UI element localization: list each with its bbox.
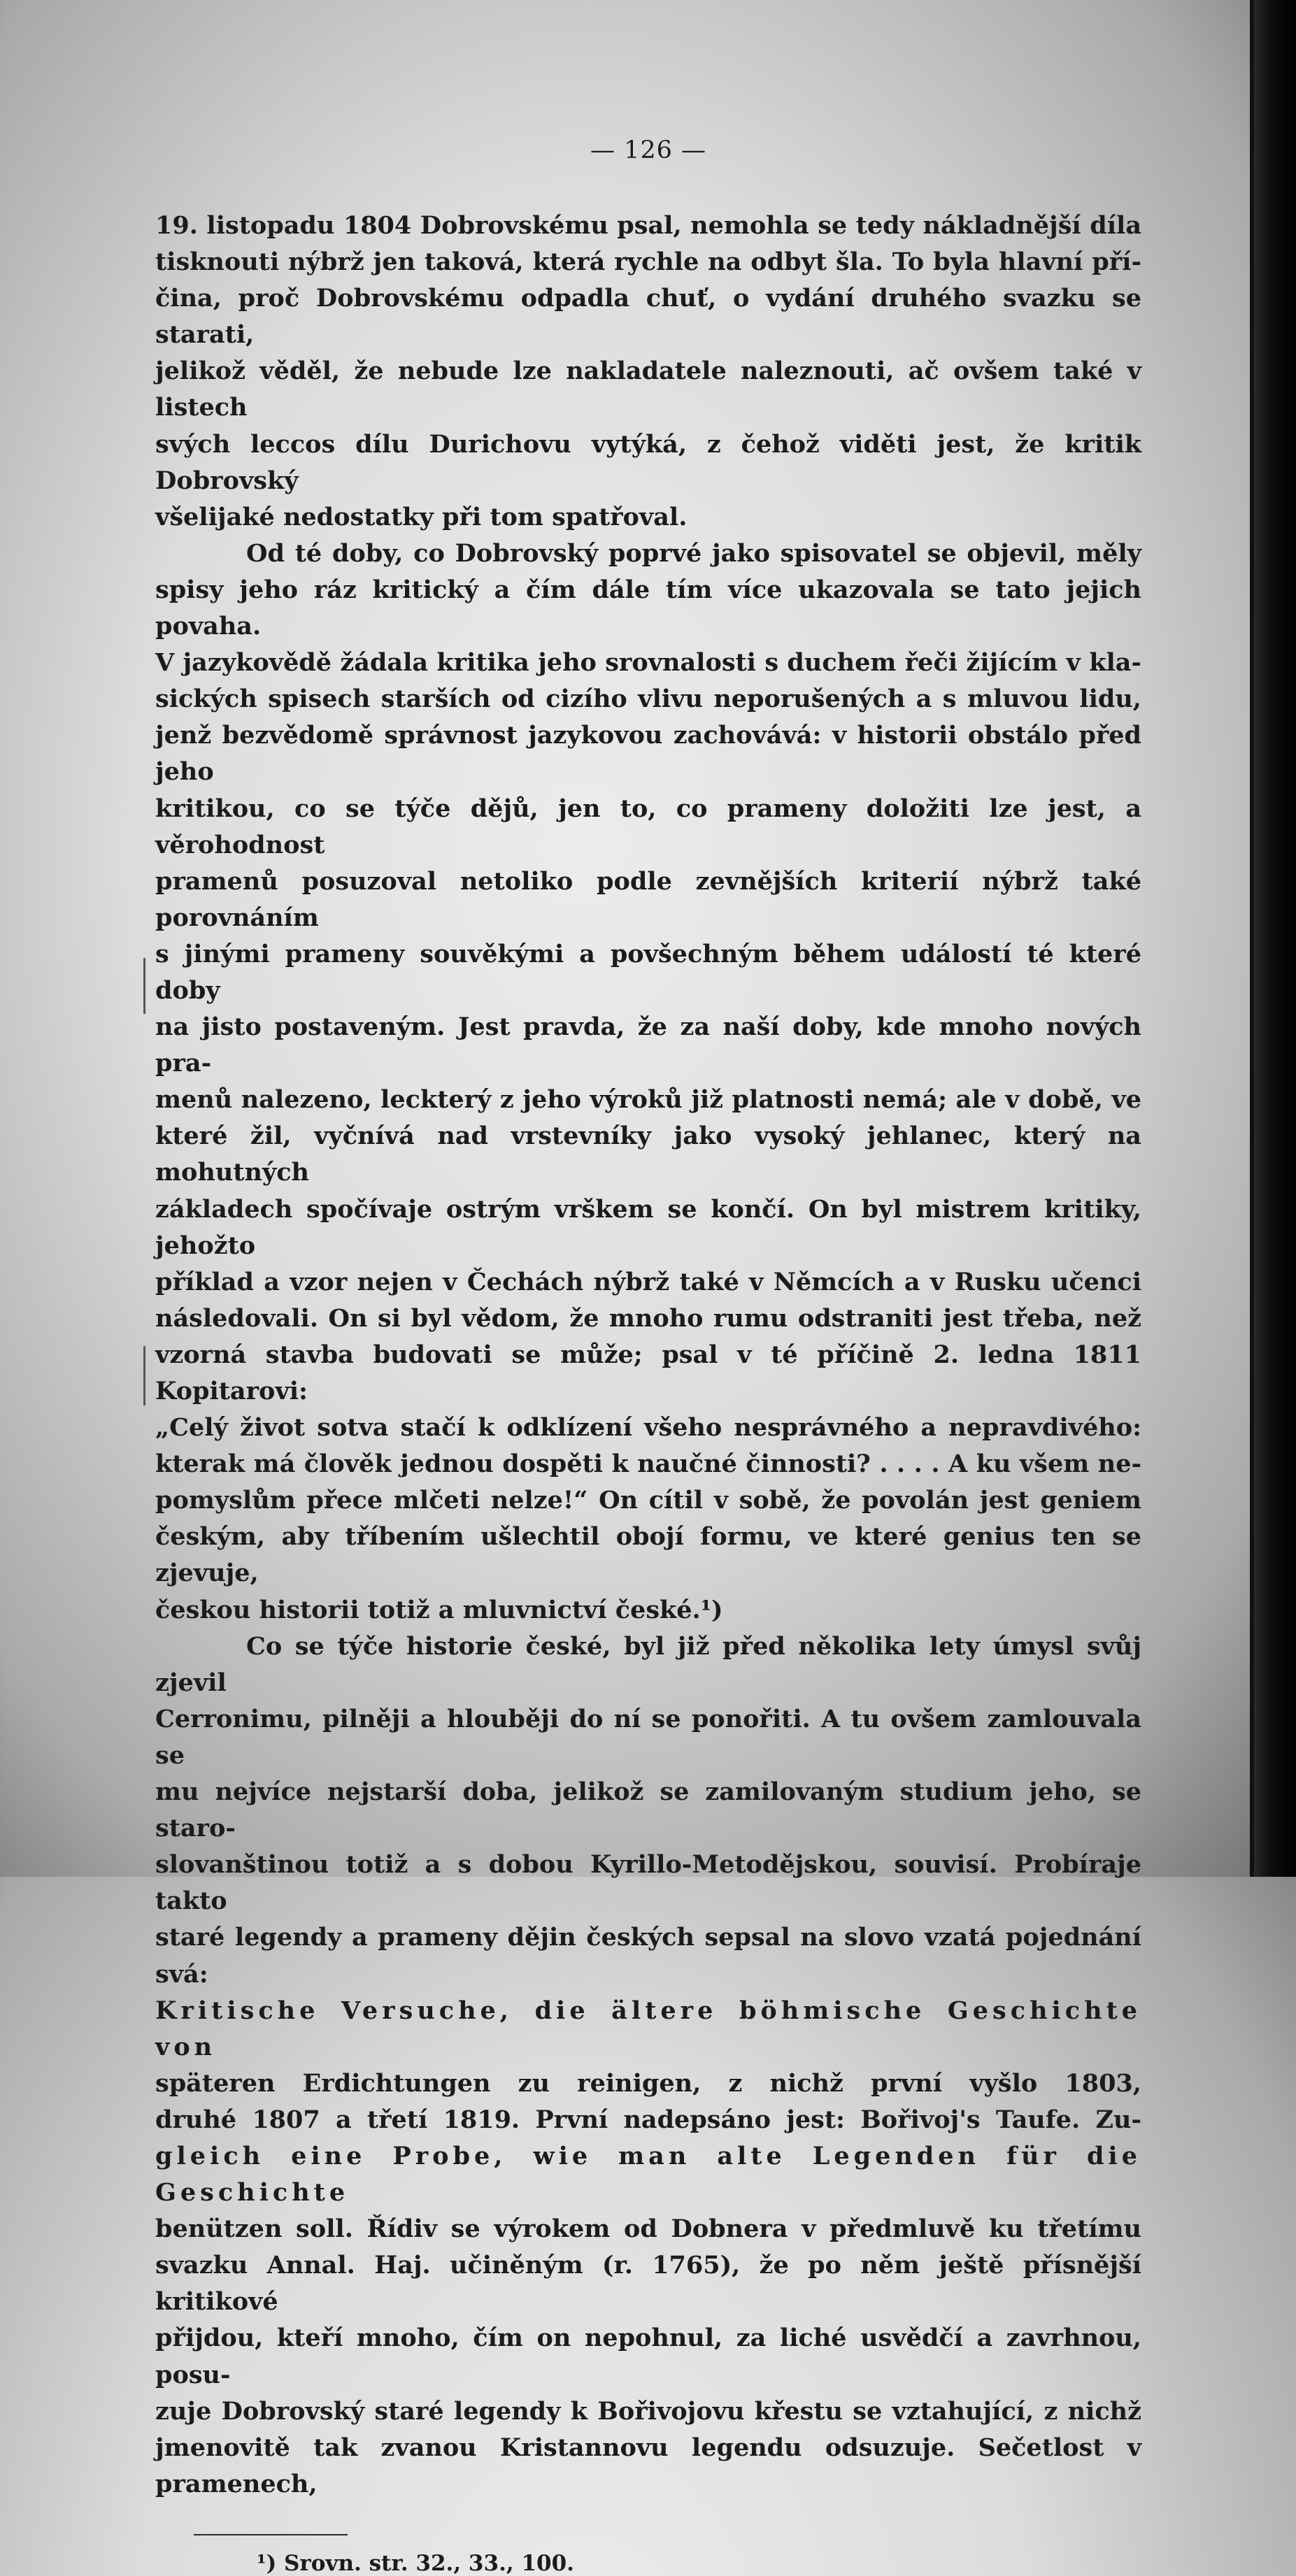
text-line: jelikož věděl, že nebude lze nakladatele naleznouti, ač ovšem také v listech	[155, 357, 1141, 422]
text-line: základech spočívaje ostrým vrškem se končí. On byl mistrem kritiky, jehožto	[155, 1194, 1141, 1260]
text-line: přijdou, kteří mnoho, čím on nepohnul, za liché usvědčí a zavrhnou, posu-	[155, 2324, 1141, 2389]
text-line: kritikou, co se týče dějů, jen to, co prameny doložiti lze jest, a věrohodnost	[155, 794, 1141, 859]
margin-mark	[143, 958, 145, 1014]
text-line: „Celý život sotva stačí k odklízení všeho nesprávného a nepravdivého:	[155, 1413, 1141, 1443]
text-line: svých leccos dílu Durichovu vytýká, z čehož viděti jest, že kritik Dobrovský	[155, 429, 1141, 495]
text-line: Co se týče historie české, byl již před několika lety úmysl svůj zjevil	[155, 1631, 1141, 1697]
text-line: pomyslům přece mlčeti nelze!“ On cítil v sobě, že povolán jest geniem	[155, 1486, 1141, 1515]
text-line: mu nejvíce nejstarší doba, jelikož se zamilovaným studium jeho, se staro-	[155, 1777, 1141, 1843]
page-number: — 126 —	[590, 136, 707, 164]
text-line: spisy jeho ráz kritický a čím dále tím více ukazovala se tato jejich povaha.	[155, 575, 1141, 641]
text-line: českým, aby tříbením ušlechtil obojí formu, ve které genius ten se zjevuje,	[155, 1522, 1141, 1588]
text-line: benützen soll. Řídiv se výrokem od Dobnera v předmluvě ku třetímu	[155, 2214, 1141, 2244]
text-line: staré legendy a prameny dějin českých sepsal na slovo vzatá pojednání svá:	[155, 1923, 1141, 1989]
text-line: které žil, vyčnívá nad vrstevníky jako vysoký jehlanec, který na mohutných	[155, 1122, 1141, 1187]
text-line: jmenovitě tak zvanou Kristannovu legendu odsuzuje. Sečetlost v pramenech,	[155, 2433, 1141, 2498]
text-line: V jazykovědě žádala kritika jeho srovnalosti s duchem řeči žijícím v kla-	[155, 648, 1141, 678]
text-line: tisknouti nýbrž jen taková, která rychle na odbyt šla. To byla hlavní pří-	[155, 248, 1141, 277]
text-line: späteren Erdichtungen zu reinigen, z nichž první vyšlo 1803,	[155, 2068, 1141, 2098]
text-line: vzorná stavba budovati se může; psal v té příčině 2. ledna 1811 Kopitarovi:	[155, 1340, 1141, 1405]
text-line: sických spisech starších od cizího vlivu neporušených a s mluvou lidu,	[155, 685, 1141, 714]
text-line: příklad a vzor nejen v Čechách nýbrž také v Němcích a v Rusku učenci	[155, 1267, 1141, 1296]
text-line: kterak má člověk jednou dospěti k naučné činnosti? . . . . A ku všem ne-	[155, 1450, 1141, 1479]
text-line: 19. listopadu 1804 Dobrovskému psal, nemohla se tedy nákladnější díla	[155, 211, 1141, 240]
text-line: českou historii totiž a mluvnictví české.¹)	[155, 1595, 723, 1624]
text-line: menů nalezeno, leckterý z jeho výroků již platnosti nemá; ale v době, ve	[155, 1085, 1141, 1115]
text-line: čina, proč Dobrovskému odpadla chuť, o vydání druhého svazku se starati,	[155, 284, 1141, 350]
text-line: Od té doby, co Dobrovský poprvé jako spisovatel se objevil, měly	[246, 538, 1141, 568]
text-line: svazku Annal. Haj. učiněným (r. 1765), že po něm ještě přísnější kritikové	[155, 2251, 1141, 2317]
text-line: Kritische Versuche, die ältere böhmische Geschichte von	[155, 1996, 1141, 2061]
footnote-rule	[194, 2534, 348, 2535]
margin-mark	[143, 1346, 145, 1405]
footnote: ¹) Srovn. str. 32., 33., 100.	[257, 2550, 574, 2576]
body-text	[155, 208, 1141, 2503]
text-line: Cerronimu, pilněji a hlouběji do ní se ponořiti. A tu ovšem zamlouvala se	[155, 1704, 1141, 1770]
text-line: jenž bezvědomě správnost jazykovou zachovává: v historii obstálo před jeho	[155, 721, 1141, 787]
text-line: následovali. On si byl vědom, že mnoho rumu odstraniti jest třeba, než	[155, 1303, 1141, 1333]
book-page	[155, 136, 1141, 2576]
text-line: gleich eine Probe, wie man alte Legenden für die Geschichte	[155, 2141, 1141, 2208]
text-line: druhé 1807 a třetí 1819. První nadepsáno jest: Bořivoj's Taufe. Zu-	[155, 2105, 1141, 2134]
text-line: na jisto postaveným. Jest pravda, že za naší doby, kde mnoho nových pra-	[155, 1012, 1141, 1078]
text-line: s jinými prameny souvěkými a povšechným během událostí té které doby	[155, 939, 1141, 1005]
scan-dark-edge	[1254, 0, 1296, 1877]
text-line: slovanštinou totiž a s dobou Kyrillo-Metodějskou, souvisí. Probíraje takto	[155, 1850, 1141, 1916]
text-line: všelijaké nedostatky při tom spatřoval.	[155, 502, 688, 531]
text-line: pramenů posuzoval netoliko podle zevnějších kriterií nýbrž také porovnáním	[155, 866, 1141, 932]
text-line: zuje Dobrovský staré legendy k Bořivojovu křestu se vztahující, z nichž	[155, 2396, 1141, 2426]
